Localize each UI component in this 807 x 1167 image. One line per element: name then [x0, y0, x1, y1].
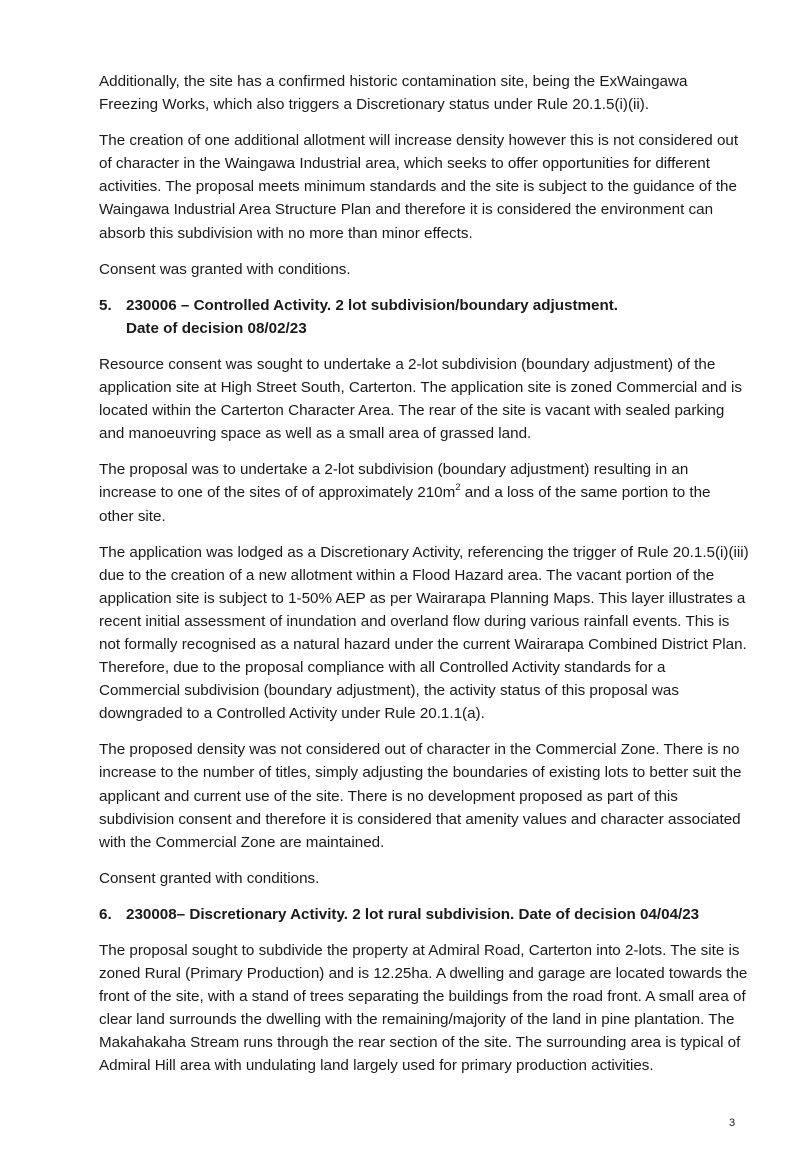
document-page — [99, 70, 749, 1091]
section-5-paragraph-2-text: The proposal was to undertake a 2-lot subdivision (boundary adjustment) resulting in an increase to one of the sites of of approximately 210m — [99, 461, 689, 502]
section-5-number: 5. — [99, 296, 112, 314]
section-6-heading — [99, 903, 749, 926]
paragraph-consent-granted: Consent was granted with conditions. — [99, 260, 351, 278]
superscript-2: 2 — [455, 482, 461, 494]
paragraph-density: The creation of one additional allotment will increase density however this is not considered out of character in the Waingawa Industrial area, which seeks to offer opportunities for different activities. The proposal meets minimum standards and the site is subject to the guidance of the Waingawa Industrial Area Structure Plan and therefore it is considered the environment can absorb this subdivision with no more than minor effects. — [99, 132, 739, 242]
section-5-paragraph-2-end: and a loss of the same portion to the other site. — [99, 484, 711, 525]
paragraph-contamination: Additionally, the site has a confirmed historic contamination site, being the ExWaingawa Freezing Works, which also triggers a Discretionary status under Rule 20.1.5(i)(ii). — [99, 73, 688, 114]
section-5-paragraph-4: The proposed density was not considered out of character in the Commercial Zone. There is no increase to the number of titles, simply adjusting the boundaries of existing lots to better suit the applicant and current use of the site. There is no development proposed as part of this subdivision consent and therefore it is considered that amenity values and character associated with the Commercial Zone are maintained. — [99, 741, 742, 851]
section-6-title: 230008– Discretionary Activity. 2 lot rural subdivision. Date of decision 04/04/23 — [126, 905, 700, 923]
section-5-decision-date: Date of decision 08/02/23 — [126, 319, 307, 337]
section-5-title-line1: 230006 – Controlled Activity. 2 lot subdivision/boundary adjustment. — [126, 296, 619, 314]
section-5-paragraph-3: The application was lodged as a Discretionary Activity, referencing the trigger of Rule 20.1.5(i)(iii) due to the creation of a new allotment within a Flood Hazard area. The vacant portion of the application site is subject to 1-50% AEP as per Wairarapa Planning Maps. This layer illustrates a recent initial assessment of inundation and overland flow during various rainfall events. This is not formally recognised as a natural hazard under the current Wairarapa Combined District Plan. Therefore, due to the proposal compliance with all Controlled Activity standards for a Commercial subdivision (boundary adjustment), the activity status of this proposal was downgraded to a Controlled Activity under Rule 20.1.1(a). — [99, 543, 749, 723]
page-number: 3 — [729, 1117, 736, 1129]
section-5-paragraph-1: Resource consent was sought to undertake a 2-lot subdivision (boundary adjustment) of the application site at High Street South, Carterton. The application site is zoned Commercial and is located within the Carterton Character Area. The rear of the site is vacant with sealed parking and manoeuvring space as well as a small area of grassed land. — [99, 355, 742, 443]
section-6-paragraph-1: The proposal sought to subdivide the property at Admiral Road, Carterton into 2-lots. The site is zoned Rural (Primary Production) and is 12.25ha. A dwelling and garage are located towards the front of the site, with a stand of trees separating the buildings from the road front. A small area of clear land surrounds the dwelling with the remaining/majority of the land in pine plantation. The Makahakaha Stream runs through the rear section of the site. The surrounding area is typical of Admiral Hill area with undulating land largely used for primary production activities. — [99, 942, 748, 1075]
section-5-title — [126, 294, 749, 340]
section-5-heading — [99, 294, 749, 340]
section-5-paragraph-5: Consent granted with conditions. — [99, 869, 320, 887]
section-6-number: 6. — [99, 905, 112, 923]
section-5-paragraph-2 — [99, 458, 749, 527]
